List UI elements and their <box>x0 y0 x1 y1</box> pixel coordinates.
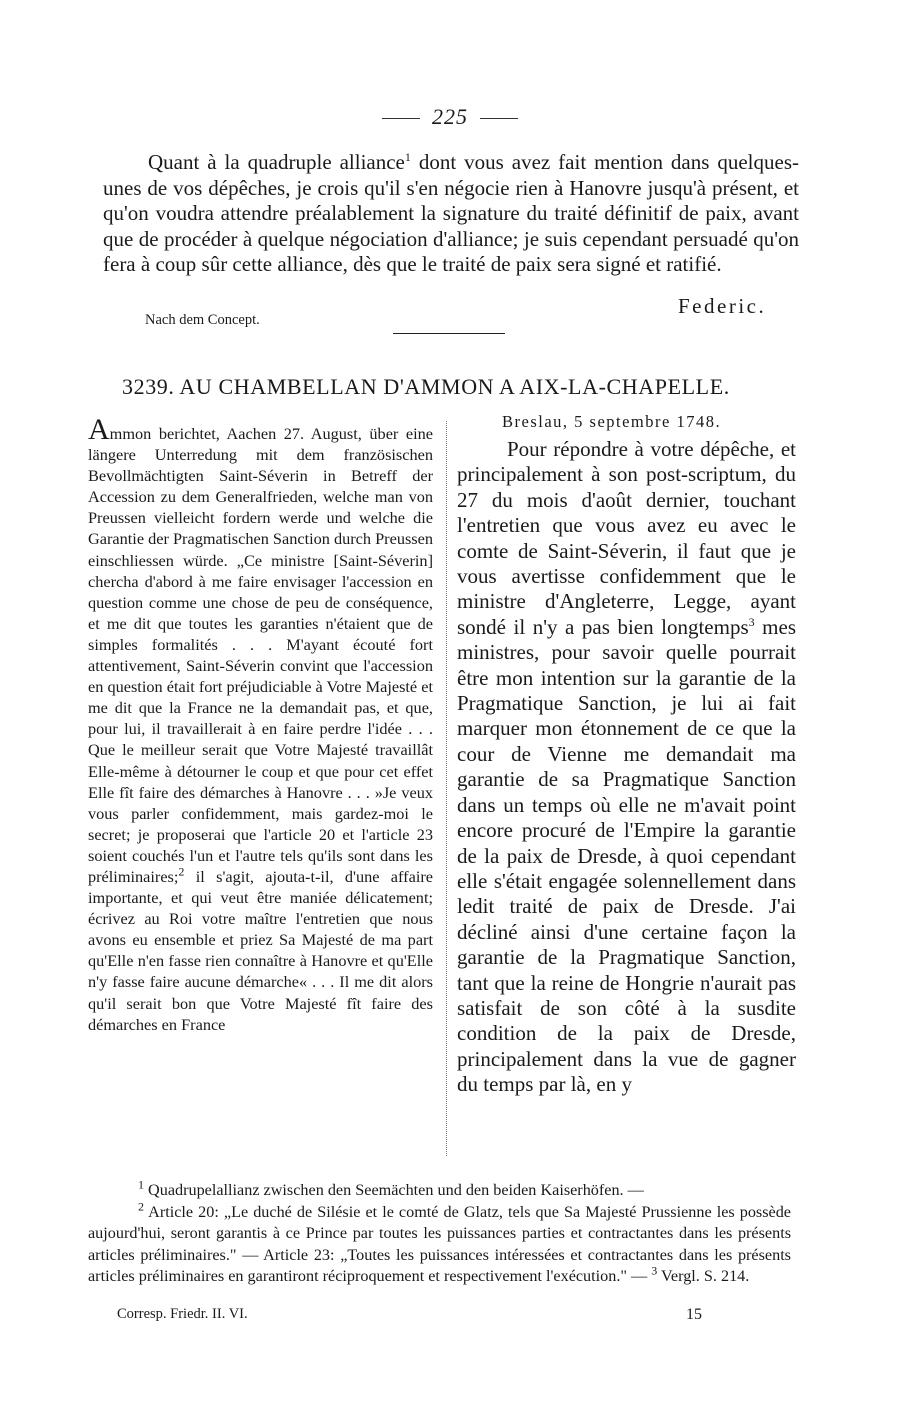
footnote-mark-3: 3 <box>651 1263 658 1278</box>
footnote-ref-3: 3 <box>748 614 755 629</box>
dropcap: A <box>88 413 110 446</box>
footnote-ref-2: 2 <box>178 864 185 879</box>
summary-column <box>88 413 433 1035</box>
footnote-1 <box>88 1177 791 1202</box>
page-number-value: 225 <box>432 104 468 129</box>
page-number <box>0 104 900 130</box>
footnote-1-text: Quadrupelallianz zwischen den Seemächten und den beiden Kaiserhöfen. — <box>144 1181 644 1199</box>
page-number-dash-right <box>480 118 518 119</box>
column-divider <box>446 421 447 1156</box>
footnote-2-text: Article 20: „Le duché de Silésie et le comté de Glatz, tels que Sa Majesté Prussienne les possède aujourd'hui, seront garantis à ce Prince par toutes les puissances parties et contractantes dans les présents articles préliminaires." — Article 23: „Toutes les puissances intéressées et contractantes dans les présents articles préliminaires en garantiront réciproquement et respectivement l'exécution." — <box>88 1202 791 1285</box>
summary-text-a: mmon berichtet, Aachen 27. August, über eine längere Unterredung mit dem französischen Bevollmächtigten Saint-Séverin in Betreff der Accession zu dem Generalfrieden, welche man von Preussen vielleicht fordern werde und welche die Garantie der Pragmatischen Sanction durch Preussen einschliessen würde. „Ce ministre [Saint-Séverin] chercha d'abord à me faire envisager l'accession en question comme une chose de peu de conséquence, et me dit que toutes les garanties n'étaient que de simples formalités . . . M'ayant écouté fort attentivement, Saint-Séverin convint que l'accession en question était fort préjudiciable à Votre Majesté et me dit que la France ne la demandait pas, et que, pour lui, il travaillerait à en faire perdre l'idée . . . Que le meilleur serait que Votre Majesté travaillât Elle-même à détourner le coup et que pour cet effet Elle fît faire des démarches à Hanovre . . . »Je veux vous parler confidemment, mais gardez-moi le secret; je proposerai que l'article 20 et l'article 23 soient couchés l'un et l'autre tels qu'ils sont dans les préliminaires; <box>88 424 433 886</box>
footnote-ref-1: 1 <box>404 150 411 164</box>
footnote-2 <box>88 1199 791 1288</box>
place-date: Breslau, 5 septembre 1748. <box>502 412 722 431</box>
letter-text-a: Pour répondre à votre dépêche, et principalement à son post-scriptum, du 27 du mois d'août dernier, touchant l'entretien que vous avez eu avec le comte de Saint-Séverin, il faut que je vous avertisse confidemment que le ministre d'Angleterre, Legge, ayant sondé il n'y a pas bien longtemps <box>457 437 796 639</box>
source-note: Nach dem Concept. <box>145 312 260 328</box>
closing-paragraph-text-b: dont vous avez fait mention dans quelques-unes de vos dépêches, je crois qu'il s'en négocie rien à Hanovre jusqu'à présent, et qu'on voudra attendre préalablement la signature du traité définitif de paix, avant que de procéder à quelque négociation d'alliance; je suis cependant persuadé qu'on fera à coup sûr cette alliance, dès que le traité de paix sera signé et ratifié. <box>103 150 799 277</box>
closing-paragraph <box>103 150 799 278</box>
footnote-mark-1: 1 <box>138 1177 144 1192</box>
volume-signature: Corresp. Friedr. II. VI. <box>117 1306 248 1322</box>
closing-paragraph-text-a: Quant à la quadruple alliance <box>148 150 405 174</box>
letter-heading: 3239. AU CHAMBELLAN D'AMMON A AIX-LA-CHAPELLE. <box>122 374 730 399</box>
footnote-3-text: Vergl. S. 214. <box>657 1267 750 1285</box>
signature: Federic. <box>678 294 767 318</box>
section-divider <box>393 333 505 334</box>
summary-text-b: il s'agit, ajouta-t-il, d'une affaire importante, et qui veut être maniée délicatement; écrivez au Roi votre maître l'entretien que nous avons eu ensemble et priez Sa Majesté de ma part qu'Elle n'en fasse rien connaître à Hanovre et qu'Elle n'y fasse faire aucune démarche« . . . Il me dit alors qu'il serait bon que Votre Majesté fît faire des démarches en France <box>88 866 433 1034</box>
gathering-number: 15 <box>686 1306 702 1323</box>
footnotes <box>88 1177 791 1288</box>
footnote-mark-2: 2 <box>138 1199 144 1214</box>
letter-body <box>457 437 796 1098</box>
letter-text-b: mes ministres, pour savoir quelle pourrait être mon intention sur la garantie de la Pragmatique Sanction, je lui ai fait marquer mon étonnement de ce que la cour de Vienne me demandait ma garantie de sa Pragmatique Sanction dans un temps où elle ne m'avait point encore procuré de l'Empire la garantie de la paix de Dresde, à quoi cependant elle s'était engagée solennellement dans ledit traité de paix de Dresde. J'ai décliné ainsi d'une certaine façon la garantie de la Pragmatique Sanction, tant que la reine de Hongrie n'aurait pas satisfait de son côté à la susdite condition de la paix de Dresde, principalement dans la vue de gagner du temps par là, en y <box>457 614 797 1097</box>
page-number-dash-left <box>382 118 420 119</box>
